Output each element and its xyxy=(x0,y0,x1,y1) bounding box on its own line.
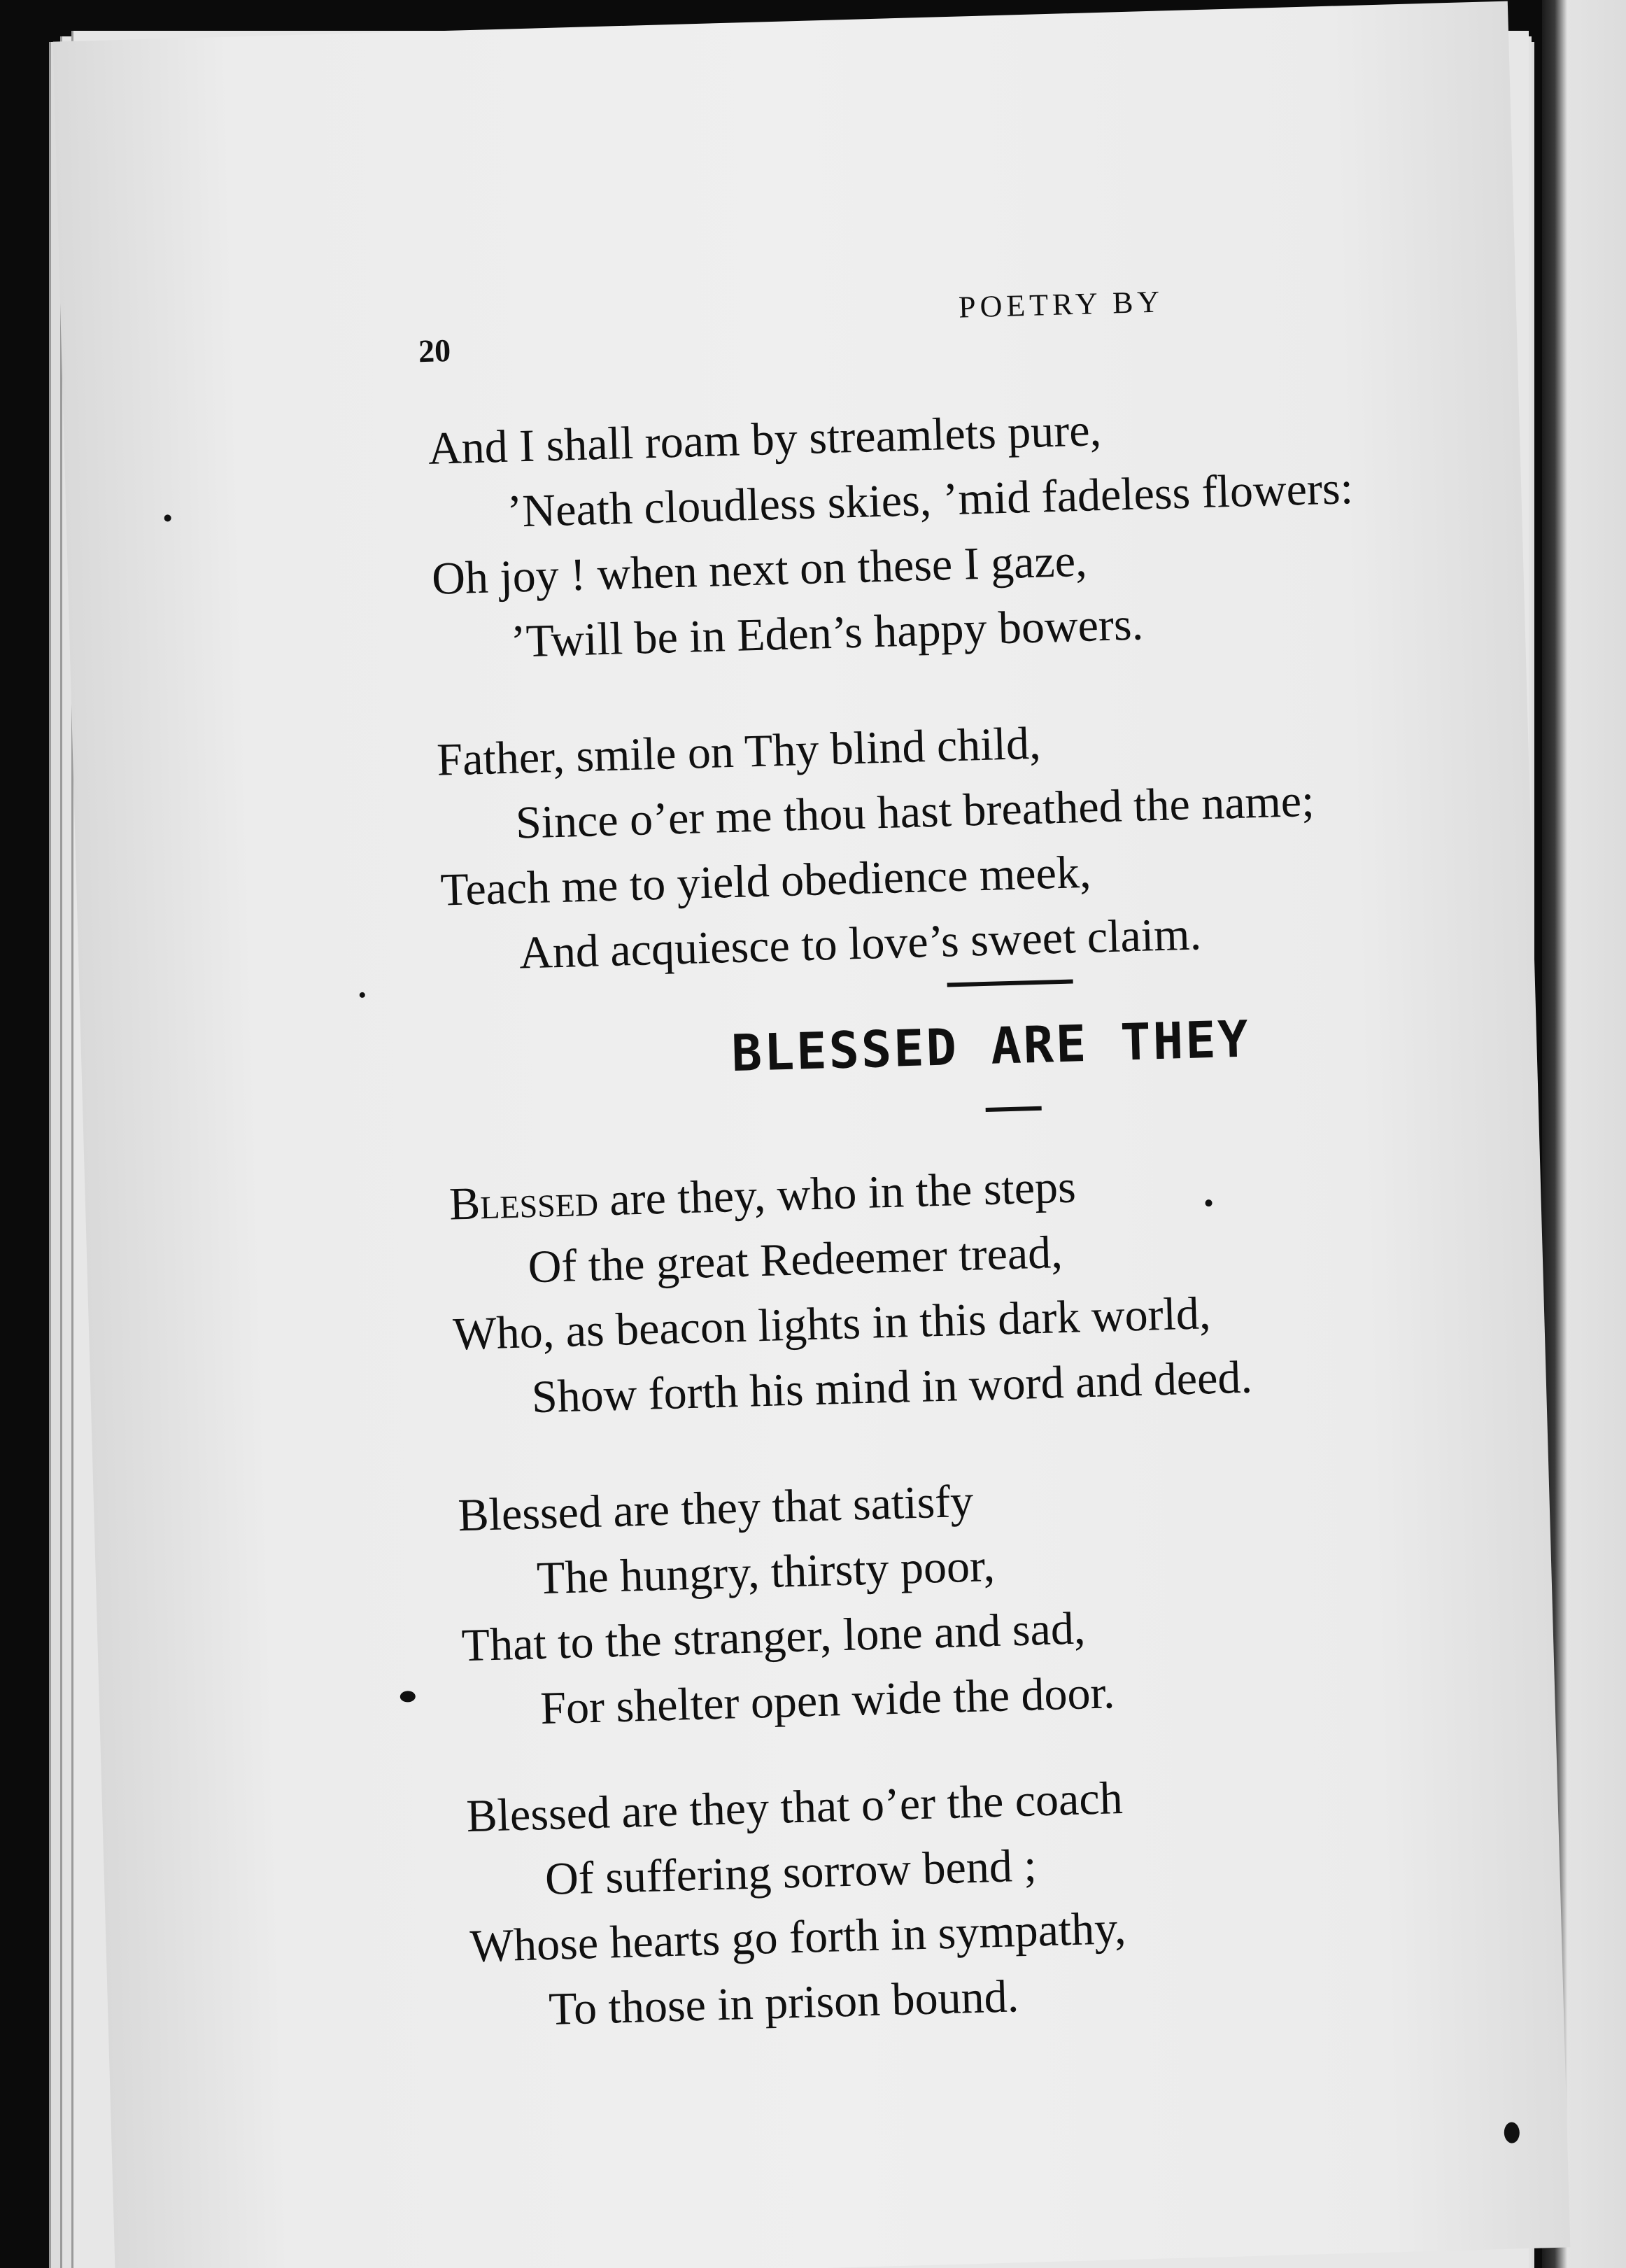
verse-line: And acquiesce to love’s sweet claim. xyxy=(518,908,1202,979)
first-line-rest: are they, who in the steps xyxy=(597,1161,1077,1226)
scan-speck xyxy=(400,1691,416,1703)
verse-line: That to the stranger, lone and sad, xyxy=(460,1603,1087,1672)
stanza xyxy=(448,1141,1571,1432)
stanza xyxy=(436,696,1562,988)
verse-line: And I shall roam by streamlets pure, xyxy=(427,404,1102,474)
verse-line: Who, as beacon lights in this dark world, xyxy=(452,1288,1212,1360)
stanza xyxy=(427,385,1554,677)
verse-line: Of the great Redeemer tread, xyxy=(527,1227,1063,1293)
scan-speck xyxy=(360,992,365,998)
verse-line: To those in prison bound. xyxy=(548,1971,1019,2035)
verse-line: Teach me to yield obedience meek, xyxy=(439,846,1092,916)
verse-line: Whose hearts go forth in sympathy, xyxy=(469,1902,1127,1973)
verse-line: Since o’er me thou hast breathed the name; xyxy=(514,775,1315,849)
running-head: POETRY BY xyxy=(958,284,1164,325)
verse-line: Blessed are they that o’er the coach xyxy=(465,1772,1124,1843)
book-page xyxy=(53,1,1571,2268)
poem-title: BLESSED ARE THEY xyxy=(730,1009,1251,1083)
stanza xyxy=(465,1752,1570,2044)
stanza xyxy=(457,1452,1570,1744)
drop-word: Blessed xyxy=(448,1174,599,1230)
verse-line: ’Neath cloudless skies, ’mid fadeless flowers: xyxy=(506,463,1354,537)
verse-line: ’Twill be in Eden’s happy bowers. xyxy=(509,598,1144,668)
text-block xyxy=(418,284,1543,2035)
page-number: 20 xyxy=(418,332,451,369)
verse-line: Of suffering sorrow bend ; xyxy=(544,1840,1038,1906)
verse-line: The hungry, thirsty poor, xyxy=(536,1540,996,1605)
section-rule xyxy=(947,979,1073,987)
verse-line: Father, smile on Thy blind child, xyxy=(436,717,1042,786)
verse-line: Show forth his mind in word and deed. xyxy=(530,1351,1253,1423)
scan-speck xyxy=(164,514,171,521)
title-rule xyxy=(986,1106,1042,1112)
verse-line: Blessed are they that satisfy xyxy=(457,1475,975,1542)
verse-line: For shelter open wide the door. xyxy=(539,1667,1116,1735)
scan-speck xyxy=(1504,2122,1520,2143)
verse-line: Oh joy ! when next on these I gaze, xyxy=(431,535,1088,605)
